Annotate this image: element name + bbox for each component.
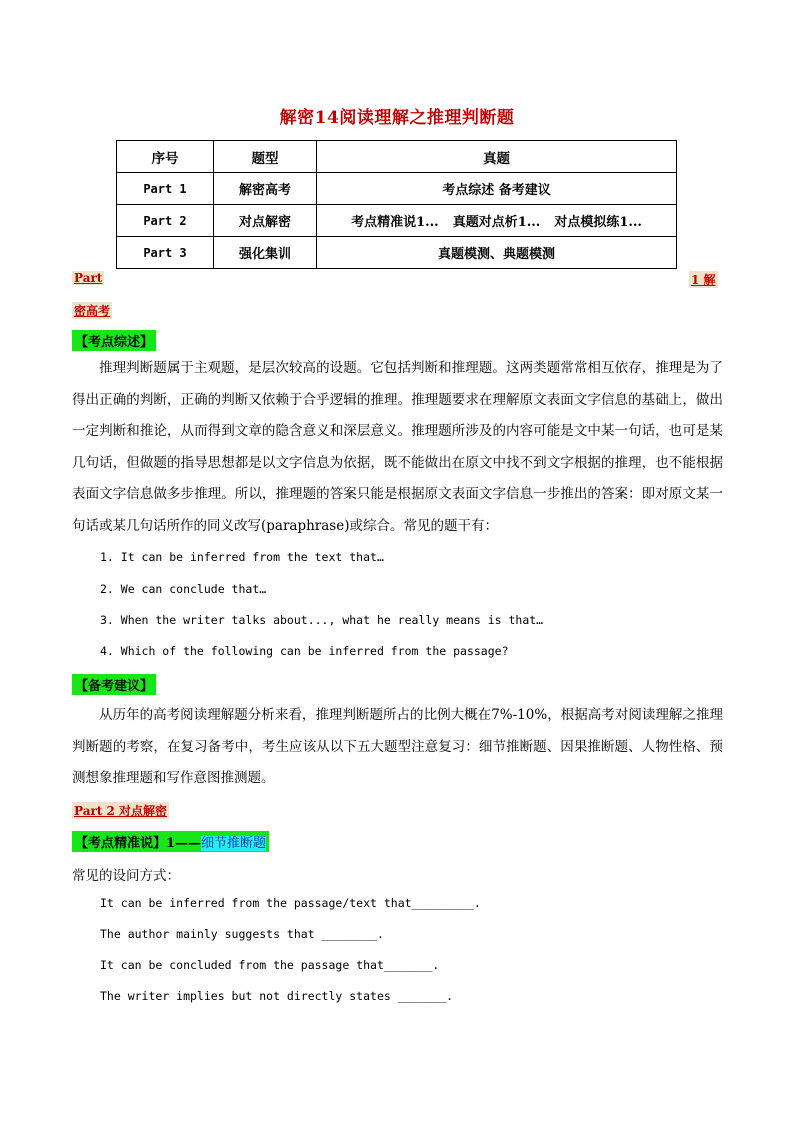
overview-example: 4. Which of the following can be inferred from the passage?: [100, 644, 509, 658]
part2-marker: Part 2 对点解密: [74, 804, 168, 818]
row-part: Part 1: [117, 173, 214, 205]
question-example: The author mainly suggests that ________.: [100, 927, 384, 941]
advice-paragraph: 从历年的高考阅读理解题分析来看，推理判断题所占的比例大概在7%-10%，根据高考对阅读理解之推理判断题的考察，在复习备考中，考生应该从以下五大题型注意复习：细节推断题、因果推断题、人物性格、预测想象推理题和写作意图推测题。: [72, 707, 723, 786]
row-type: 强化集训: [214, 237, 317, 269]
question-example: It can be concluded from the passage that_______.: [100, 958, 440, 972]
section-precise-label: 【考点精准说】1——: [75, 836, 202, 851]
header-type: 题型: [214, 141, 317, 173]
table-row: [117, 205, 677, 237]
overview-example: 2. We can conclude that…: [100, 582, 267, 596]
section-overview-heading: 【考点综述】: [72, 330, 156, 351]
section-precise-heading: [72, 831, 269, 852]
overview-example: 1. It can be inferred from the text that…: [100, 550, 384, 564]
row-items: [317, 237, 677, 269]
overview-paragraph: 推理判断题属于主观题，是层次较高的设题。它包括判断和推理题。这两类题常常相互依存，推理是为了得出正确的判断，正确的判断又依赖于合乎逻辑的推理。推理题要求在理解原文表面文字信息的基础上，做出一定判断和推论，从而得到文章的隐含意义和深层意义。推理题所涉及的内容可能是文中某一句话，也可是某几句话，但做题的指导思想都是以文字信息为依据，既不能做出在原文中找不到文字根据的推理，也不能根据表面文字信息做多步推理。所以，推理题的答案只能是根据原文表面文字信息一步推出的答案：即对原文某一句话或某几句话所作的同义改写(paraphrase)或综合。常见的题干有：: [72, 360, 723, 534]
table-row: [117, 173, 677, 205]
page-title: 解密14阅读理解之推理判断题: [279, 108, 515, 128]
row-item: 真题对点析1...: [452, 215, 541, 230]
row-type: 解密高考: [214, 173, 317, 205]
table-row: [117, 237, 677, 269]
table-header-row: [117, 141, 677, 173]
row-part: Part 3: [117, 237, 214, 269]
row-item: 真题模测、典题模测: [437, 247, 555, 262]
row-items: [317, 173, 677, 205]
row-items: [317, 205, 677, 237]
header-index: 序号: [117, 141, 214, 173]
overview-example: 3. When the writer talks about..., what he really means is that…: [100, 613, 544, 627]
part1-marker-line2: 密高考: [74, 304, 111, 318]
row-item: 考点精准说1...: [351, 215, 439, 230]
part1-marker-right: 1 解: [691, 273, 716, 287]
row-item: 考点综述 备考建议: [442, 183, 551, 198]
section-advice-heading: 【备考建议】: [72, 674, 156, 695]
row-type: 对点解密: [214, 205, 317, 237]
question-example: The writer implies but not directly states _______.: [100, 989, 454, 1003]
contents-table: [116, 140, 677, 269]
header-questions: 真题: [317, 141, 677, 173]
row-part: Part 2: [117, 205, 214, 237]
question-example: It can be inferred from the passage/text that_________.: [100, 896, 481, 910]
part1-marker-left: Part: [74, 271, 103, 285]
section-precise-topic: 细节推断题: [201, 836, 267, 851]
row-item: 对点模拟练1...: [554, 215, 642, 230]
common-ways-label: 常见的设问方式：: [72, 868, 180, 884]
